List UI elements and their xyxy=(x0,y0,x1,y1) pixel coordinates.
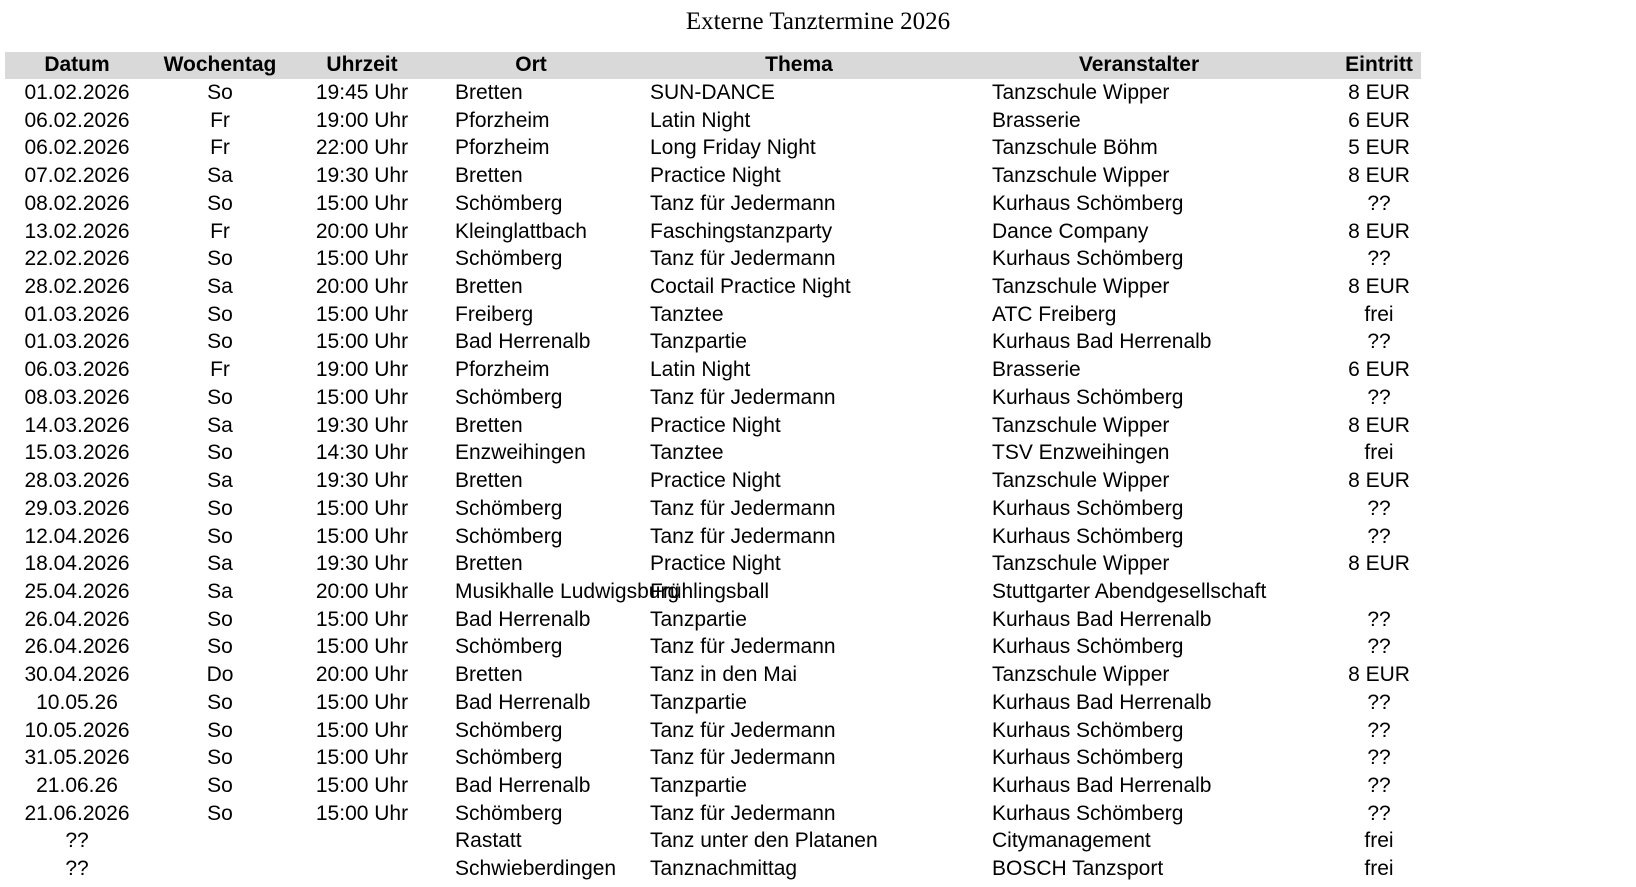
cell-thema: Tanzpartie xyxy=(650,690,747,714)
table-row xyxy=(0,717,1423,745)
cell-uhrzeit: 19:00 Uhr xyxy=(315,358,409,382)
column-header-uhrzeit: Uhrzeit xyxy=(326,53,398,76)
cell-wochentag: Do xyxy=(206,663,234,687)
column-header-wochentag: Wochentag xyxy=(163,53,277,76)
cell-datum: 01.03.2026 xyxy=(24,302,130,326)
table-row xyxy=(0,827,1423,855)
cell-wochentag: So xyxy=(207,607,233,631)
cell-uhrzeit: 15:00 Uhr xyxy=(315,773,409,797)
cell-thema: Practice Night xyxy=(650,469,781,493)
cell-wochentag: Sa xyxy=(207,552,233,576)
cell-eintritt: frei xyxy=(1364,857,1394,881)
cell-ort: Pforzheim xyxy=(455,108,550,132)
cell-veranstalter: Kurhaus Schömberg xyxy=(992,524,1184,548)
cell-wochentag: Sa xyxy=(207,579,233,603)
cell-uhrzeit: 19:45 Uhr xyxy=(315,81,409,104)
cell-uhrzeit: 20:00 Uhr xyxy=(315,275,409,299)
table-row xyxy=(0,855,1423,883)
cell-ort: Pforzheim xyxy=(455,136,550,160)
cell-ort: Musikhalle Ludwigsburg xyxy=(455,579,680,603)
cell-thema: Tanz unter den Platanen xyxy=(650,829,878,853)
cell-veranstalter: Brasserie xyxy=(992,358,1081,382)
cell-thema: Tanz für Jedermann xyxy=(650,247,836,271)
cell-ort: Bad Herrenalb xyxy=(455,330,591,354)
table-row xyxy=(0,162,1423,190)
cell-veranstalter: Tanzschule Wipper xyxy=(992,552,1170,576)
cell-thema: Tanzpartie xyxy=(650,330,747,354)
cell-ort: Schömberg xyxy=(455,635,563,659)
table-row xyxy=(0,606,1423,634)
cell-thema: Latin Night xyxy=(650,108,751,132)
cell-veranstalter: ATC Freiberg xyxy=(992,302,1117,326)
cell-datum: 07.02.2026 xyxy=(24,164,130,188)
cell-thema: Tanzpartie xyxy=(650,607,747,631)
table-row xyxy=(0,356,1423,384)
cell-uhrzeit: 15:00 Uhr xyxy=(315,496,409,520)
table-row xyxy=(0,384,1423,412)
cell-datum: 28.03.2026 xyxy=(24,469,130,493)
column-header-ort: Ort xyxy=(515,53,547,76)
cell-eintritt: ?? xyxy=(1367,385,1391,409)
cell-ort: Schömberg xyxy=(455,247,563,271)
cell-uhrzeit: 15:00 Uhr xyxy=(315,801,409,825)
cell-eintritt: 6 EUR xyxy=(1348,108,1410,132)
cell-eintritt: 5 EUR xyxy=(1348,136,1410,160)
cell-eintritt: ?? xyxy=(1367,690,1391,714)
cell-uhrzeit: 20:00 Uhr xyxy=(315,663,409,687)
cell-thema: Tanz für Jedermann xyxy=(650,385,836,409)
cell-veranstalter: Kurhaus Schömberg xyxy=(992,746,1184,770)
cell-wochentag: So xyxy=(207,191,233,215)
cell-uhrzeit: 19:00 Uhr xyxy=(315,108,409,132)
cell-ort: Bretten xyxy=(455,663,523,687)
table-row xyxy=(0,439,1423,467)
cell-veranstalter: Kurhaus Bad Herrenalb xyxy=(992,773,1212,797)
cell-veranstalter: Kurhaus Bad Herrenalb xyxy=(992,690,1212,714)
cell-ort: Bretten xyxy=(455,164,523,188)
cell-uhrzeit: 15:00 Uhr xyxy=(315,247,409,271)
cell-datum: 10.05.2026 xyxy=(24,718,130,742)
cell-thema: Coctail Practice Night xyxy=(650,275,851,299)
cell-datum: 01.03.2026 xyxy=(24,330,130,354)
cell-thema: Faschingstanzparty xyxy=(650,219,833,243)
table-row xyxy=(0,301,1423,329)
table-row xyxy=(0,79,1423,107)
cell-datum: 31.05.2026 xyxy=(24,746,130,770)
cell-thema: Tanztee xyxy=(650,302,724,326)
cell-veranstalter: Tanzschule Wipper xyxy=(992,663,1170,687)
cell-eintritt: frei xyxy=(1364,441,1394,465)
table-row xyxy=(0,772,1423,800)
cell-eintritt: ?? xyxy=(1367,746,1391,770)
cell-datum: 06.02.2026 xyxy=(24,108,130,132)
cell-eintritt: ?? xyxy=(1367,496,1391,520)
cell-uhrzeit: 20:00 Uhr xyxy=(315,579,409,603)
cell-uhrzeit: 22:00 Uhr xyxy=(315,136,409,160)
cell-eintritt: 8 EUR xyxy=(1348,413,1410,437)
cell-ort: Schömberg xyxy=(455,746,563,770)
cell-uhrzeit: 15:00 Uhr xyxy=(315,191,409,215)
cell-datum: 10.05.26 xyxy=(36,690,118,714)
cell-wochentag: So xyxy=(207,247,233,271)
table-row xyxy=(0,328,1423,356)
cell-wochentag: So xyxy=(207,801,233,825)
table-row xyxy=(0,273,1423,301)
cell-eintritt: 8 EUR xyxy=(1348,219,1410,243)
cell-thema: Practice Night xyxy=(650,164,781,188)
cell-wochentag: Fr xyxy=(210,136,230,160)
cell-thema: Frühlingsball xyxy=(650,579,770,603)
cell-wochentag: So xyxy=(207,718,233,742)
cell-uhrzeit: 15:00 Uhr xyxy=(315,635,409,659)
cell-uhrzeit xyxy=(291,855,433,883)
table-row xyxy=(0,550,1423,578)
cell-eintritt: frei xyxy=(1364,302,1394,326)
cell-datum: 28.02.2026 xyxy=(24,275,130,299)
table-row xyxy=(0,661,1423,689)
cell-ort: Pforzheim xyxy=(455,358,550,382)
cell-veranstalter: Kurhaus Schömberg xyxy=(992,191,1184,215)
cell-wochentag: So xyxy=(207,746,233,770)
cell-thema: Tanznachmittag xyxy=(650,857,798,881)
cell-wochentag: So xyxy=(207,496,233,520)
cell-veranstalter: Tanzschule Wipper xyxy=(992,164,1170,188)
cell-wochentag: So xyxy=(207,690,233,714)
cell-ort: Schömberg xyxy=(455,801,563,825)
cell-wochentag: So xyxy=(207,524,233,548)
cell-wochentag: Fr xyxy=(210,219,230,243)
cell-thema: Long Friday Night xyxy=(650,136,816,160)
cell-thema: Tanz für Jedermann xyxy=(650,746,836,770)
column-header-eintritt: Eintritt xyxy=(1345,53,1413,76)
cell-wochentag xyxy=(149,827,291,855)
cell-veranstalter: Tanzschule Wipper xyxy=(992,413,1170,437)
cell-eintritt xyxy=(1337,578,1421,606)
cell-ort: Bretten xyxy=(455,552,523,576)
cell-datum: 08.03.2026 xyxy=(24,385,130,409)
table-row xyxy=(0,744,1423,772)
table-row xyxy=(0,245,1423,273)
cell-uhrzeit: 15:00 Uhr xyxy=(315,718,409,742)
cell-eintritt: ?? xyxy=(1367,801,1391,825)
cell-veranstalter: Citymanagement xyxy=(992,829,1151,853)
cell-veranstalter: BOSCH Tanzsport xyxy=(992,857,1164,881)
table-row xyxy=(0,218,1423,246)
cell-ort: Bretten xyxy=(455,275,523,299)
table-row xyxy=(0,467,1423,495)
cell-datum: 22.02.2026 xyxy=(24,247,130,271)
cell-ort: Rastatt xyxy=(455,829,522,853)
cell-thema: Tanz für Jedermann xyxy=(650,635,836,659)
cell-thema: Tanz für Jedermann xyxy=(650,496,836,520)
cell-veranstalter: Dance Company xyxy=(992,219,1149,243)
cell-wochentag: So xyxy=(207,302,233,326)
cell-datum: 06.03.2026 xyxy=(24,358,130,382)
cell-veranstalter: Tanzschule Wipper xyxy=(992,275,1170,299)
cell-eintritt: ?? xyxy=(1367,607,1391,631)
cell-wochentag: So xyxy=(207,81,233,104)
cell-veranstalter: TSV Enzweihingen xyxy=(992,441,1170,465)
cell-ort: Bad Herrenalb xyxy=(455,690,591,714)
column-header-veranstalter: Veranstalter xyxy=(1078,53,1200,76)
cell-datum: 14.03.2026 xyxy=(24,413,130,437)
cell-thema: Latin Night xyxy=(650,358,751,382)
cell-uhrzeit: 15:00 Uhr xyxy=(315,302,409,326)
cell-uhrzeit: 20:00 Uhr xyxy=(315,219,409,243)
cell-eintritt: 8 EUR xyxy=(1348,469,1410,493)
cell-datum: ?? xyxy=(65,857,89,881)
cell-thema: Tanz für Jedermann xyxy=(650,801,836,825)
cell-wochentag: Fr xyxy=(210,108,230,132)
cell-veranstalter: Kurhaus Schömberg xyxy=(992,718,1184,742)
cell-uhrzeit: 15:00 Uhr xyxy=(315,385,409,409)
table-row xyxy=(0,523,1423,551)
cell-datum: 15.03.2026 xyxy=(24,441,130,465)
table-row xyxy=(0,107,1423,135)
cell-uhrzeit: 19:30 Uhr xyxy=(315,552,409,576)
cell-uhrzeit: 15:00 Uhr xyxy=(315,607,409,631)
cell-uhrzeit: 15:00 Uhr xyxy=(315,330,409,354)
cell-datum: 21.06.26 xyxy=(36,773,118,797)
table-row xyxy=(0,495,1423,523)
cell-datum: 25.04.2026 xyxy=(24,579,130,603)
cell-veranstalter: Kurhaus Bad Herrenalb xyxy=(992,330,1212,354)
cell-wochentag: Fr xyxy=(210,358,230,382)
cell-veranstalter: Kurhaus Schömberg xyxy=(992,247,1184,271)
cell-ort: Bretten xyxy=(455,413,523,437)
cell-uhrzeit: 15:00 Uhr xyxy=(315,690,409,714)
cell-eintritt: ?? xyxy=(1367,773,1391,797)
cell-eintritt: ?? xyxy=(1367,524,1391,548)
cell-thema: Practice Night xyxy=(650,413,781,437)
cell-uhrzeit: 15:00 Uhr xyxy=(315,746,409,770)
cell-uhrzeit: 14:30 Uhr xyxy=(315,441,409,465)
cell-uhrzeit xyxy=(291,827,433,855)
cell-wochentag: So xyxy=(207,330,233,354)
cell-thema: SUN-DANCE xyxy=(650,81,775,104)
cell-wochentag: Sa xyxy=(207,413,233,437)
cell-datum: 18.04.2026 xyxy=(24,552,130,576)
cell-veranstalter: Kurhaus Bad Herrenalb xyxy=(992,607,1212,631)
cell-thema: Tanzpartie xyxy=(650,773,747,797)
cell-ort: Schömberg xyxy=(455,496,563,520)
cell-veranstalter: Stuttgarter Abendgesellschaft xyxy=(992,579,1267,603)
column-header-datum: Datum xyxy=(44,53,110,76)
cell-wochentag: So xyxy=(207,385,233,409)
cell-ort: Bad Herrenalb xyxy=(455,607,591,631)
cell-ort: Bad Herrenalb xyxy=(455,773,591,797)
cell-veranstalter: Kurhaus Schömberg xyxy=(992,635,1184,659)
cell-uhrzeit: 19:30 Uhr xyxy=(315,469,409,493)
cell-ort: Freiberg xyxy=(455,302,534,326)
table-body xyxy=(0,79,1423,883)
cell-eintritt: 8 EUR xyxy=(1348,552,1410,576)
cell-uhrzeit: 19:30 Uhr xyxy=(315,164,409,188)
cell-wochentag: Sa xyxy=(207,275,233,299)
cell-thema: Tanz für Jedermann xyxy=(650,718,836,742)
cell-datum: 21.06.2026 xyxy=(24,801,130,825)
cell-ort: Schömberg xyxy=(455,524,563,548)
cell-datum: 26.04.2026 xyxy=(24,607,130,631)
cell-ort: Kleinglattbach xyxy=(455,219,587,243)
cell-wochentag: So xyxy=(207,441,233,465)
page-title: Externe Tanztermine 2026 xyxy=(685,8,951,35)
cell-ort: Schwieberdingen xyxy=(455,857,617,881)
cell-thema: Tanz in den Mai xyxy=(650,663,798,687)
table-row xyxy=(0,134,1423,162)
cell-veranstalter: Tanzschule Wipper xyxy=(992,469,1170,493)
cell-eintritt: frei xyxy=(1364,829,1394,853)
cell-veranstalter: Brasserie xyxy=(992,108,1081,132)
cell-datum: 12.04.2026 xyxy=(24,524,130,548)
cell-eintritt: 8 EUR xyxy=(1348,164,1410,188)
cell-veranstalter: Kurhaus Schömberg xyxy=(992,496,1184,520)
column-header-thema: Thema xyxy=(765,53,833,76)
cell-eintritt: 8 EUR xyxy=(1348,663,1410,687)
table-header-row xyxy=(0,52,1423,79)
cell-datum: ?? xyxy=(65,829,89,853)
cell-eintritt: ?? xyxy=(1367,191,1391,215)
cell-wochentag: Sa xyxy=(207,469,233,493)
cell-uhrzeit: 15:00 Uhr xyxy=(315,524,409,548)
cell-wochentag: So xyxy=(207,773,233,797)
cell-veranstalter: Kurhaus Schömberg xyxy=(992,801,1184,825)
cell-thema: Tanz für Jedermann xyxy=(650,191,836,215)
cell-eintritt: 6 EUR xyxy=(1348,358,1410,382)
table-row xyxy=(0,190,1423,218)
cell-datum: 08.02.2026 xyxy=(24,191,130,215)
cell-wochentag xyxy=(149,855,291,883)
cell-veranstalter: Tanzschule Böhm xyxy=(992,136,1158,160)
cell-thema: Practice Night xyxy=(650,552,781,576)
cell-uhrzeit: 19:30 Uhr xyxy=(315,413,409,437)
cell-eintritt: 8 EUR xyxy=(1348,275,1410,299)
cell-datum: 26.04.2026 xyxy=(24,635,130,659)
cell-ort: Schömberg xyxy=(455,385,563,409)
cell-eintritt: ?? xyxy=(1367,635,1391,659)
cell-veranstalter: Tanzschule Wipper xyxy=(992,81,1170,104)
cell-eintritt: ?? xyxy=(1367,247,1391,271)
cell-datum: 29.03.2026 xyxy=(24,496,130,520)
cell-wochentag: Sa xyxy=(207,164,233,188)
cell-ort: Schömberg xyxy=(455,191,563,215)
cell-thema: Tanz für Jedermann xyxy=(650,524,836,548)
table-row xyxy=(0,800,1423,828)
cell-ort: Bretten xyxy=(455,469,523,493)
cell-ort: Bretten xyxy=(455,81,523,104)
table-row xyxy=(0,578,1423,606)
cell-eintritt: 8 EUR xyxy=(1348,81,1410,104)
table-row xyxy=(0,633,1423,661)
table-row xyxy=(0,689,1423,717)
cell-datum: 30.04.2026 xyxy=(24,663,130,687)
cell-ort: Schömberg xyxy=(455,718,563,742)
cell-eintritt: ?? xyxy=(1367,718,1391,742)
cell-eintritt: ?? xyxy=(1367,330,1391,354)
table-row xyxy=(0,412,1423,440)
events-table xyxy=(0,52,1423,883)
cell-veranstalter: Kurhaus Schömberg xyxy=(992,385,1184,409)
cell-datum: 06.02.2026 xyxy=(24,136,130,160)
cell-ort: Enzweihingen xyxy=(455,441,586,465)
cell-wochentag: So xyxy=(207,635,233,659)
cell-datum: 01.02.2026 xyxy=(24,81,130,104)
cell-datum: 13.02.2026 xyxy=(24,219,130,243)
cell-thema: Tanztee xyxy=(650,441,724,465)
